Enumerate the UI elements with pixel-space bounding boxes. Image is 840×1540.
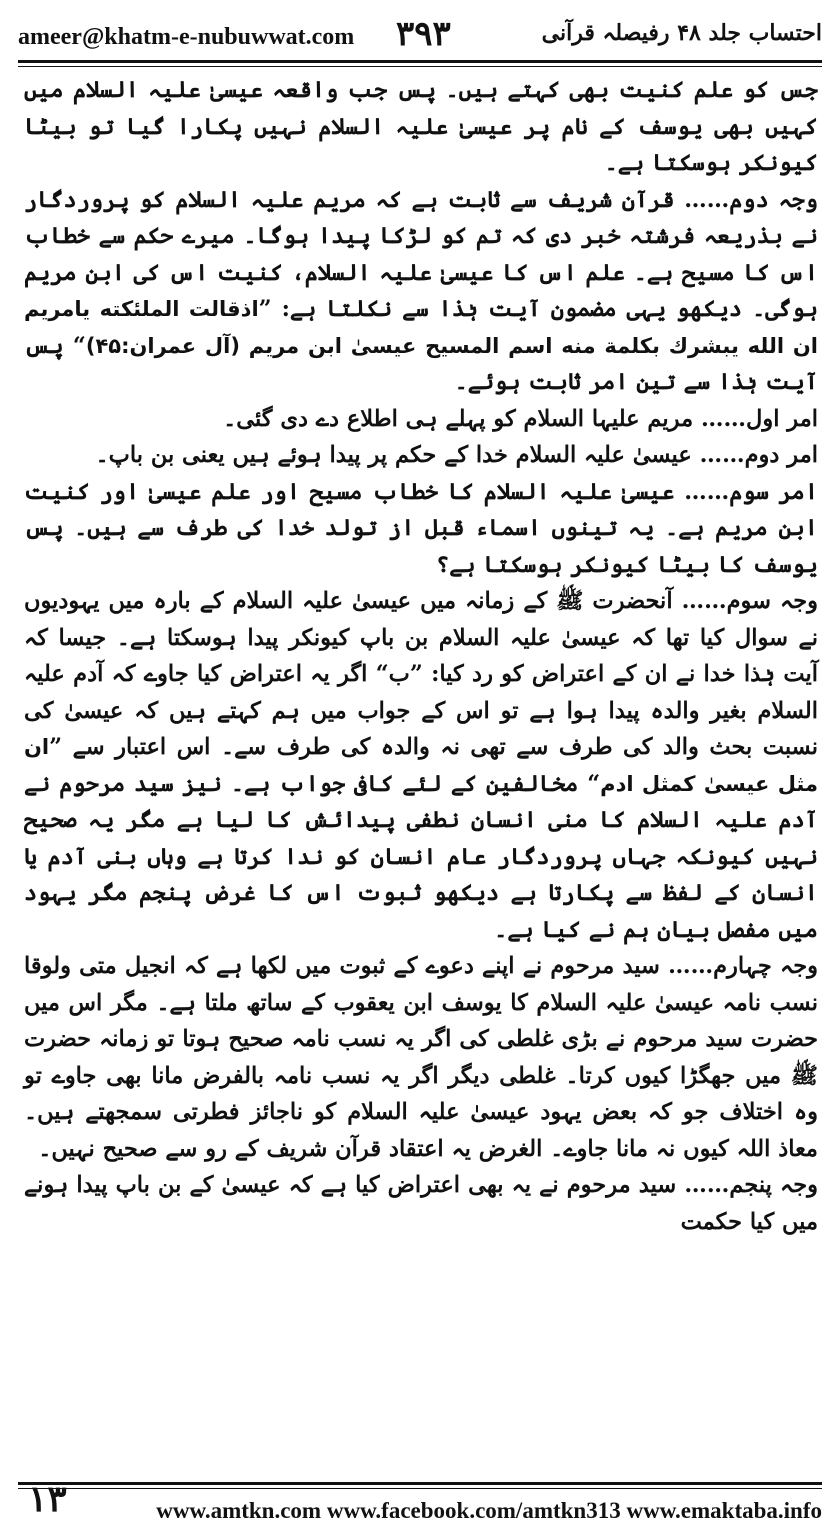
header-rule (18, 60, 822, 63)
paragraph-text: آنحضرت ﷺ کے زمانہ میں عیسیٰ علیہ السلام کے بارہ میں یہودیوں نے سوال کیا تھا کہ عیسیٰ علیہ السلام بن باپ کیونکر پیدا ہوسکتا ہے۔ جیسا کہ آیت ہٰذا خدا نے ان کے اعتراض کو رد کیا: ”ب“ اگر یہ اعتراض کیا جاوے کہ آدم علیہ السلام بغیر والدہ پیدا ہوا ہے تو اس کے جواب میں ہم کہتے ہیں کہ عیسیٰ کی نسبت بحث والد کی طرف سے تھی نہ والدہ کی طرف سے۔ اس اعتبار سے (24, 588, 818, 760)
footer-rule-thin (18, 1488, 822, 1489)
header-email: ameer@khatm-e-nubuwwat.com (18, 24, 355, 50)
page-body (24, 72, 818, 1240)
paragraph-label: امر سوم…… (684, 478, 819, 505)
paragraph (24, 437, 818, 474)
paragraph-tail: پس آیت ہٰذا سے تین امر ثابت ہوئے۔ (24, 332, 818, 395)
running-title: احتساب جلد ۴۸ رفیصلہ قرآنی (541, 20, 822, 46)
arabic-quote: اذقالت الملئکته یامریم ان الله یبشرك بکلمة منه اسم المسیح عیسیٰ ابن مریم (آل عمران:۴۵) (24, 297, 818, 358)
paragraph-label: وجہ دوم…… (684, 186, 819, 213)
paragraph-label: امر دوم…… (699, 442, 818, 468)
paragraph-tail: مخالفین کے لئے کافی جواب ہے۔ نیز سید مرحوم نے آدم علیہ السلام کا منی انسان نطفی پیدائش کا لیا ہے مگر یہ صحیح نہیں کیونکہ جہاں پروردگار عام انسان کو ندا کرتا ہے وہاں بنی آدم یا انسان کے لفظ سے پکارتا ہے دیکھو ثبوت اس کا غرض پنجم مگر یہود میں مفصل بیان ہم نے کیا ہے۔ (24, 770, 818, 943)
footer-links: www.amtkn.com www.facebook.com/amtkn313 www.emaktaba.info (156, 1498, 822, 1523)
paragraph-text: سید مرحوم نے اپنے دعوے کے ثبوت میں لکھا ہے کہ انجیل متی ولوقا نسب نامہ عیسیٰ علیہ السلام کا یوسف ابن یعقوب کے ساتھ ملتا ہے۔ مگر اس میں حضرت سید مرحوم نے بڑی غلطی کی اگر یہ نسب نامہ صحیح ہوتا تو زمانہ حضرت ﷺ میں جھگڑا کیوں کرتا۔ غلطی دیگر اگر یہ نسب نامہ بالفرض مانا بھی جاوے تو وہ اختلاف جو کہ بعض یہود عیسیٰ علیہ السلام کو ناجائز فطرتی سمجھتے ہیں۔ معاذ اللہ کیوں نہ مانا جاوے۔ الغرض یہ اعتقاد قرآن شریف کے رو سے صحیح نہیں۔ (24, 953, 818, 1162)
paragraph-text: قرآن شریف سے ثابت ہے کہ مریم علیہ السلام کو پروردگار نے بذریعہ فرشتہ خبر دی کہ تم کو لڑکا پیدا ہوگا۔ میرے حکم سے خطاب اس کا مسیح ہے۔ علم اس کا عیسیٰ علیہ السلام، کنیت اس کی ابن مریم ہوگی۔ دیکھو یہی مضمون آیت ہٰذا سے نکلتا ہے: (24, 186, 819, 322)
paragraph-label: وجہ پنجم…… (684, 1172, 818, 1198)
footer-page-number: ۱۳ (28, 1478, 67, 1520)
page-header (18, 14, 822, 62)
paragraph-text: مریم علیہا السلام کو پہلے ہی اطلاع دے دی گئی۔ (223, 405, 694, 432)
paragraph (24, 1167, 818, 1240)
arabic-quote: ان مثل عیسیٰ کمثل ادم (24, 735, 819, 796)
paragraph-label: امر اول…… (700, 405, 818, 432)
paragraph-text: سید مرحوم نے یہ بھی اعتراض کیا ہے کہ عیسیٰ کے بن باپ پیدا ہونے میں کیا حکمت (24, 1172, 818, 1235)
paragraph (24, 401, 818, 438)
paragraph: وجہ دوم…… قرآن شریف سے ثابت ہے کہ مریم علیہ السلام کو پروردگار نے بذریعہ فرشتہ خبر دی کہ تم کو لڑکا پیدا ہوگا۔ میرے حکم سے خطاب اس کا مسیح ہے۔ علم اس کا عیسیٰ علیہ السلام، کنیت اس کی ابن مریم ہوگی۔ دیکھو یہی مضمون آیت ہٰذا سے نکلتا ہے: ”اذقالت الملئکته یامریم ان الله یبشرك بکلمة منه اسم المسیح عیسیٰ ابن مریم (آل عمران:۴۵)“ پس آیت ہٰذا سے تین امر ثابت ہوئے۔ (24, 186, 819, 395)
paragraph: وجہ سوم…… آنحضرت ﷺ کے زمانہ میں عیسیٰ علیہ السلام کے بارہ میں یہودیوں نے سوال کیا تھا کہ عیسیٰ علیہ السلام بن باپ کیونکر پیدا ہوسکتا ہے۔ جیسا کہ آیت ہٰذا خدا نے ان کے اعتراض کو رد کیا: ”ب“ اگر یہ اعتراض کیا جاوے کہ آدم علیہ السلام بغیر والدہ پیدا ہوا ہے تو اس کے جواب میں ہم کہتے ہیں کہ عیسیٰ کی نسبت بحث والد کی طرف سے تھی نہ والدہ کی طرف سے۔ اس اعتبار سے ”ان مثل عیسیٰ کمثل ادم“ مخالفین کے لئے کافی جواب ہے۔ نیز سید مرحوم نے آدم علیہ السلام کا منی انسان نطفی پیدائش کا لیا ہے مگر یہ صحیح نہیں کیونکہ جہاں پروردگار عام انسان کو ندا کرتا ہے وہاں بنی آدم یا انسان کے لفظ سے پکارتا ہے دیکھو ثبوت اس کا غرض پنجم مگر یہود میں مفصل بیان ہم نے کیا ہے۔ (24, 588, 819, 943)
paragraph (24, 948, 818, 1167)
paragraph (24, 474, 818, 584)
paragraph (24, 72, 818, 182)
paragraph-label: وجہ چہارم…… (668, 953, 818, 979)
footer-rule (18, 1482, 822, 1485)
paragraph-text: عیسیٰ علیہ السلام خدا کے حکم پر پیدا ہوئے ہیں یعنی بن باپ۔ (95, 442, 692, 468)
paragraph-label: وجہ سوم…… (681, 588, 818, 614)
paragraph-text: جس کو علم کنیت بھی کہتے ہیں۔ پس جب واقعہ عیسیٰ علیہ السلام میں کہیں بھی یوسف کے نام پر عیسیٰ علیہ السلام نہیں پکارا گیا تو بیٹا کیونکر ہوسکتا ہے۔ (24, 77, 818, 176)
header-page-number: ۳۹۳ (396, 14, 451, 54)
page-footer (18, 1478, 822, 1534)
header-rule-thin (18, 66, 822, 67)
paragraph-text: عیسیٰ علیہ السلام کا خطاب مسیح اور علم عیسیٰ اور کنیت ابن مریم ہے۔ یہ تینوں اسماء قبل از تولد خدا کی طرف سے ہیں۔ پس یوسف کا بیٹا کیونکر ہوسکتا ہے؟ (24, 478, 818, 578)
